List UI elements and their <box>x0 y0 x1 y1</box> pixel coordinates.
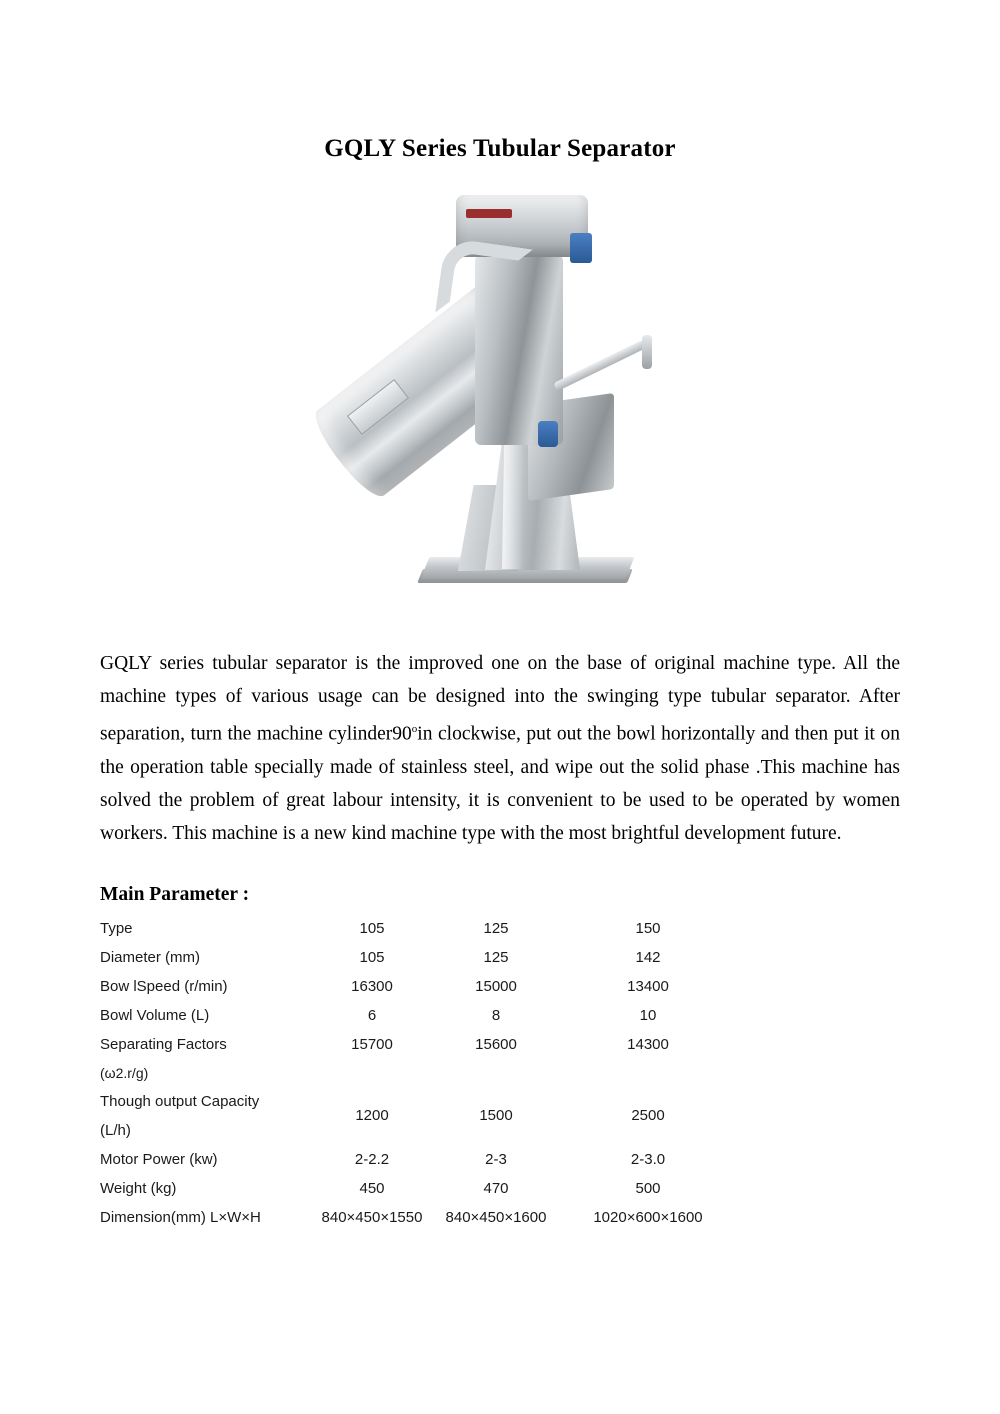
table-row <box>100 1030 740 1059</box>
param-label-unit: (L/h) <box>100 1121 131 1139</box>
param-label: Though output Capacity <box>100 1092 260 1110</box>
param-value-150: 142 <box>635 948 661 966</box>
blue-knob <box>538 421 558 447</box>
table-row <box>100 1174 740 1203</box>
param-value-105: 450 <box>359 1179 385 1197</box>
param-value-150: 13400 <box>627 977 669 995</box>
param-value-125: 125 <box>483 948 509 966</box>
table-row <box>100 972 740 1001</box>
param-value-125: 125 <box>483 919 509 937</box>
param-value-105: 840×450×1550 <box>321 1208 423 1226</box>
table-row <box>100 914 740 943</box>
description-part-1: GQLY series tubular separator is the improved one on the base of original machine type. All the machine types of various usage can be designed into the swinging type tubular separator. After separation, turn the machine cylinder90 <box>100 653 900 745</box>
param-label-unit: (ω2.r/g) <box>100 1064 149 1081</box>
param-label: Dimension(mm) L×W×H <box>100 1208 261 1226</box>
section-heading: Main Parameter : <box>100 883 250 905</box>
param-value-105: 15700 <box>351 1035 393 1053</box>
blue-cap-top <box>570 233 592 263</box>
degree-superscript: o <box>411 723 418 735</box>
page-title: GQLY Series Tubular Separator <box>324 135 676 162</box>
product-photo <box>270 185 730 615</box>
param-value-125: 2-3 <box>485 1150 507 1168</box>
param-value-105: 6 <box>367 1006 377 1024</box>
param-label: Separating Factors <box>100 1035 227 1053</box>
param-value-150: 2-3.0 <box>630 1150 666 1168</box>
param-value-105: 105 <box>359 948 385 966</box>
param-value-125: 8 <box>491 1006 501 1024</box>
table-row <box>100 1203 740 1232</box>
swing-handle-grip <box>642 335 652 369</box>
param-value-150: 14300 <box>627 1035 669 1053</box>
table-row <box>100 1145 740 1174</box>
main-parameter-table <box>100 914 740 1232</box>
description-paragraph <box>100 647 900 850</box>
swing-handle-arm <box>553 340 647 392</box>
table-row <box>100 1001 740 1030</box>
param-label: Bow lSpeed (r/min) <box>100 977 228 995</box>
column-highlight <box>502 441 524 569</box>
separator-illustration <box>270 185 730 615</box>
param-label: Type <box>100 919 133 937</box>
param-value-105: 16300 <box>351 977 393 995</box>
head-label <box>466 209 512 218</box>
param-value-105 <box>308 1059 436 1087</box>
table-row <box>100 1059 740 1087</box>
param-value-105: 2-2.2 <box>354 1150 390 1168</box>
inlet-elbow-pipe <box>435 237 533 325</box>
description-part-2: in clockwise, put out the bowl horizontally and then put it on the operation table specially made of stainless steel, and wipe out the solid phase .This machine has solved the problem of great labour intensity, it is convenient to be used to be operated by women workers. This machine is a new kind machine type with the most brightful development future. <box>100 723 900 844</box>
param-label: Weight (kg) <box>100 1179 177 1197</box>
param-label: Motor Power (kw) <box>100 1150 218 1168</box>
param-value-105: 105 <box>359 919 385 937</box>
param-value-125: 1500 <box>479 1107 513 1124</box>
param-label: Bowl Volume (L) <box>100 1006 210 1024</box>
param-value-150: 1020×600×1600 <box>593 1208 703 1226</box>
param-value-125: 15000 <box>475 977 517 995</box>
table-row <box>100 1087 740 1116</box>
param-value-125: 840×450×1600 <box>445 1208 547 1226</box>
param-value-150: 2500 <box>631 1107 665 1124</box>
param-value-125 <box>436 1059 556 1087</box>
param-value-150 <box>556 1059 740 1087</box>
param-value-125: 15600 <box>475 1035 517 1053</box>
param-value-125: 470 <box>483 1179 509 1197</box>
param-label: Diameter (mm) <box>100 948 200 966</box>
table-row <box>100 943 740 972</box>
param-value-150: 500 <box>635 1179 661 1197</box>
param-value-150: 10 <box>639 1006 657 1024</box>
param-value-150: 150 <box>635 919 661 937</box>
param-value-105: 1200 <box>355 1107 389 1124</box>
